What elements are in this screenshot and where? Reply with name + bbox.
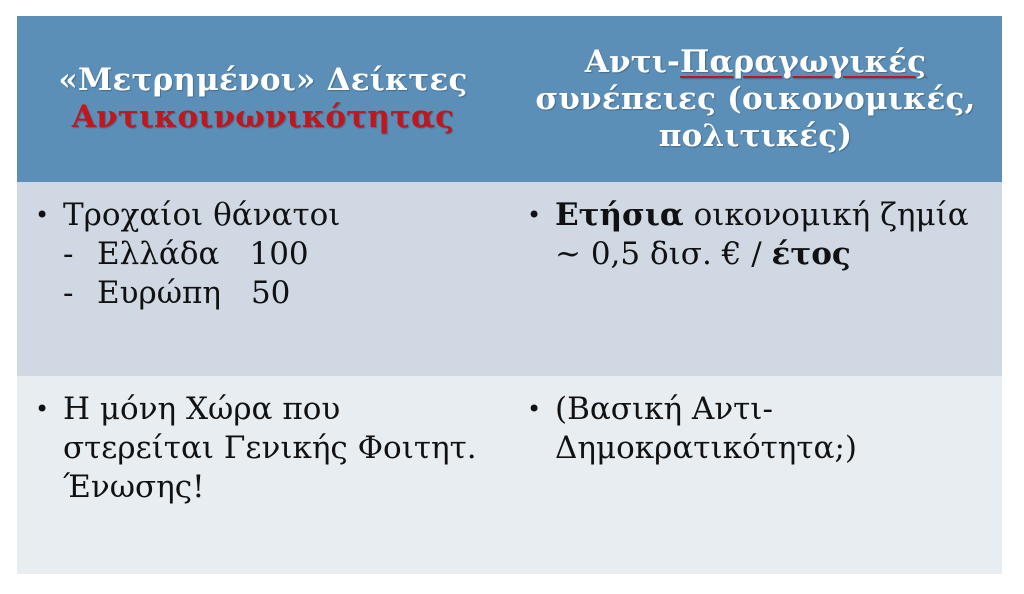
- annual-bold: Ετήσια: [555, 197, 684, 233]
- only-country-line2: στερείται Γενικής Φοιτητ.: [63, 430, 477, 466]
- value-europe: 50: [250, 275, 291, 311]
- bullet-icon: •: [35, 395, 50, 423]
- cell-row1-right: [509, 182, 1002, 376]
- dash-icon: -: [63, 275, 74, 311]
- bullet-icon: •: [527, 395, 542, 423]
- header-left: [17, 16, 509, 182]
- only-country-line1: Η μόνη Χώρα που: [63, 391, 341, 427]
- cell-row1-left: [17, 182, 509, 376]
- traffic-deaths-title: Τροχαίοι θάνατοι: [63, 197, 341, 233]
- cell-row2-right: [509, 376, 1002, 574]
- list-item-europe: [35, 274, 499, 313]
- country-europe: Ευρώπη: [97, 275, 221, 311]
- economic-loss-text: οικονομική ζημία: [683, 197, 969, 233]
- header-right-underlined: Παραγωγικές: [680, 43, 927, 80]
- header-right-prefix: Αντι-: [584, 43, 681, 80]
- only-country-line3: Ένωσης!: [63, 469, 205, 505]
- header-left-line2: Αντικοινωνικότητας: [71, 99, 455, 135]
- header-right-line3: πολιτικές): [658, 117, 853, 154]
- bullet-icon: •: [527, 201, 542, 229]
- loss-amount-text: ~ 0,5 δισ. € /: [555, 236, 772, 272]
- country-greece: Ελλάδα: [97, 236, 220, 272]
- list-item-greece: [35, 235, 499, 274]
- comparison-table: [17, 16, 1002, 574]
- header-left-line1: «Μετρημένοι» Δείκτες: [58, 62, 468, 98]
- anti-democracy-line1: (Βασική Αντι-: [555, 391, 773, 427]
- header-right: [509, 16, 1002, 182]
- dash-icon: -: [63, 236, 74, 272]
- anti-democracy-line2: Δημοκρατικότητα;): [555, 430, 857, 466]
- bullet-icon: •: [35, 201, 50, 229]
- cell-row2-left: [17, 376, 509, 574]
- value-greece: 100: [249, 236, 309, 272]
- year-bold: έτος: [771, 236, 851, 272]
- header-right-line2: συνέπειες (οικονομικές,: [535, 80, 976, 117]
